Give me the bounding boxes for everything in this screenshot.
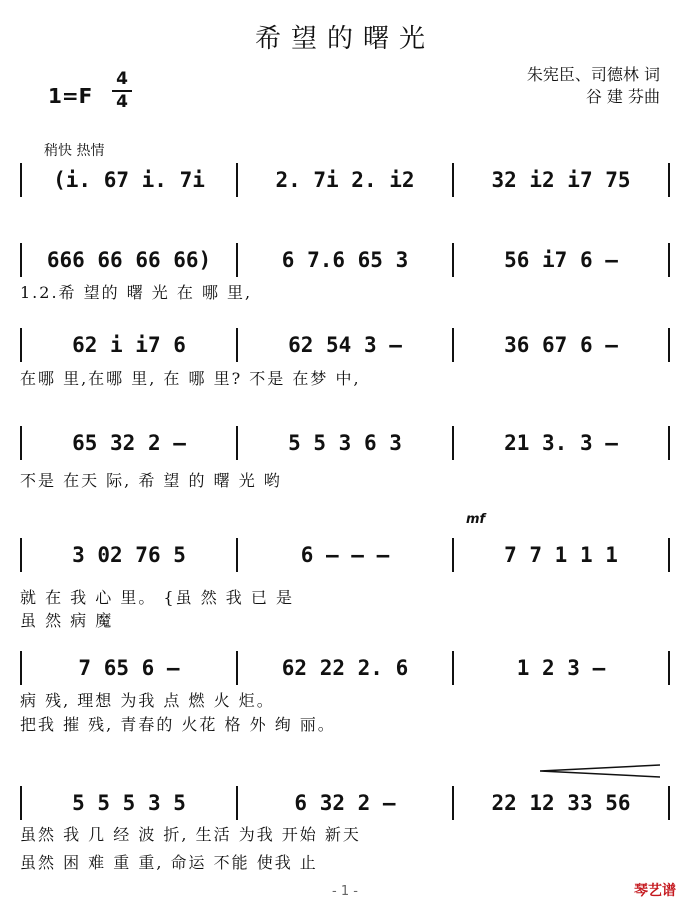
decrescendo-icon [540,764,660,778]
measure: 62 54 3 — [288,333,402,357]
credits [527,64,660,108]
composer-credit: 谷 建 芬曲 [585,87,660,106]
measure: 5 5 5 3 5 [72,791,186,815]
lyricist-credit: 朱宪臣、司德林 词 [526,65,660,84]
time-signature-bottom: 4 [116,92,128,112]
lyric-line: 不是 在天 际, 希 望 的 曙 光 哟 [20,471,282,490]
dynamics-marking: mf [466,512,486,527]
lyric-line: 把我 摧 残, 青春的 火花 格 外 绚 丽。 [20,715,336,734]
page-number: - 1 - [332,884,358,899]
measure: 666 66 66 66) [46,248,212,272]
measure: 36 67 6 — [504,333,618,357]
measure: 32 i2 i7 75 [491,168,631,192]
lyric-line: 在哪 里,在哪 里, 在 哪 里? 不是 在梦 中, [20,369,361,388]
barline [668,243,670,277]
notation-line [20,428,670,458]
tempo-marking: 稍快 热情 [44,143,105,159]
measure: 6 32 2 — [294,791,396,815]
measure: 1 2 3 — [516,656,606,680]
measure: 65 32 2 — [72,431,186,455]
lyric-line: 1.2.希 望的 曙 光 在 哪 里, [20,283,253,302]
notation-line [20,330,670,360]
measure: 56 i7 6 — [504,248,618,272]
measure: 21 3. 3 — [504,431,618,455]
song-title: 希望的曙光 [254,24,435,54]
key-signature: 1=F [48,84,93,108]
measure: 7 65 6 — [78,656,180,680]
barline [668,328,670,362]
time-signature-top: 4 [116,69,128,89]
measure: 2. 7i 2. i2 [275,168,415,192]
notation-line [20,165,670,195]
barline [668,651,670,685]
lyric-line: 就 在 我 心 里。 {虽 然 我 已 是 [20,588,294,607]
barline [668,163,670,197]
measure: 22 12 33 56 [491,791,631,815]
notation-line [20,540,670,570]
measure: (i. 67 i. 7i [53,168,205,192]
measure: 62 i i7 6 [72,333,186,357]
measure: 3 02 76 5 [72,543,186,567]
barline [668,538,670,572]
measure: 7 7 1 1 1 [504,543,618,567]
lyric-line: 虽 然 病 魔 [20,611,114,630]
barline [668,426,670,460]
time-signature [112,70,132,112]
measure: 6 7.6 65 3 [281,248,409,272]
measure: 5 5 3 6 3 [288,431,402,455]
notation-line [20,653,670,683]
lyric-line: 虽然 我 几 经 波 折, 生活 为我 开始 新天 [20,825,361,844]
watermark-logo: 琴艺谱 [634,883,676,899]
measure: 6 — — — [300,543,390,567]
measure: 62 22 2. 6 [281,656,409,680]
notation-line [20,245,670,275]
barline [668,786,670,820]
lyric-line: 病 残, 理想 为我 点 燃 火 炬。 [20,691,275,710]
lyric-line: 虽然 困 难 重 重, 命运 不能 使我 止 [20,853,318,872]
notation-line [20,788,670,818]
